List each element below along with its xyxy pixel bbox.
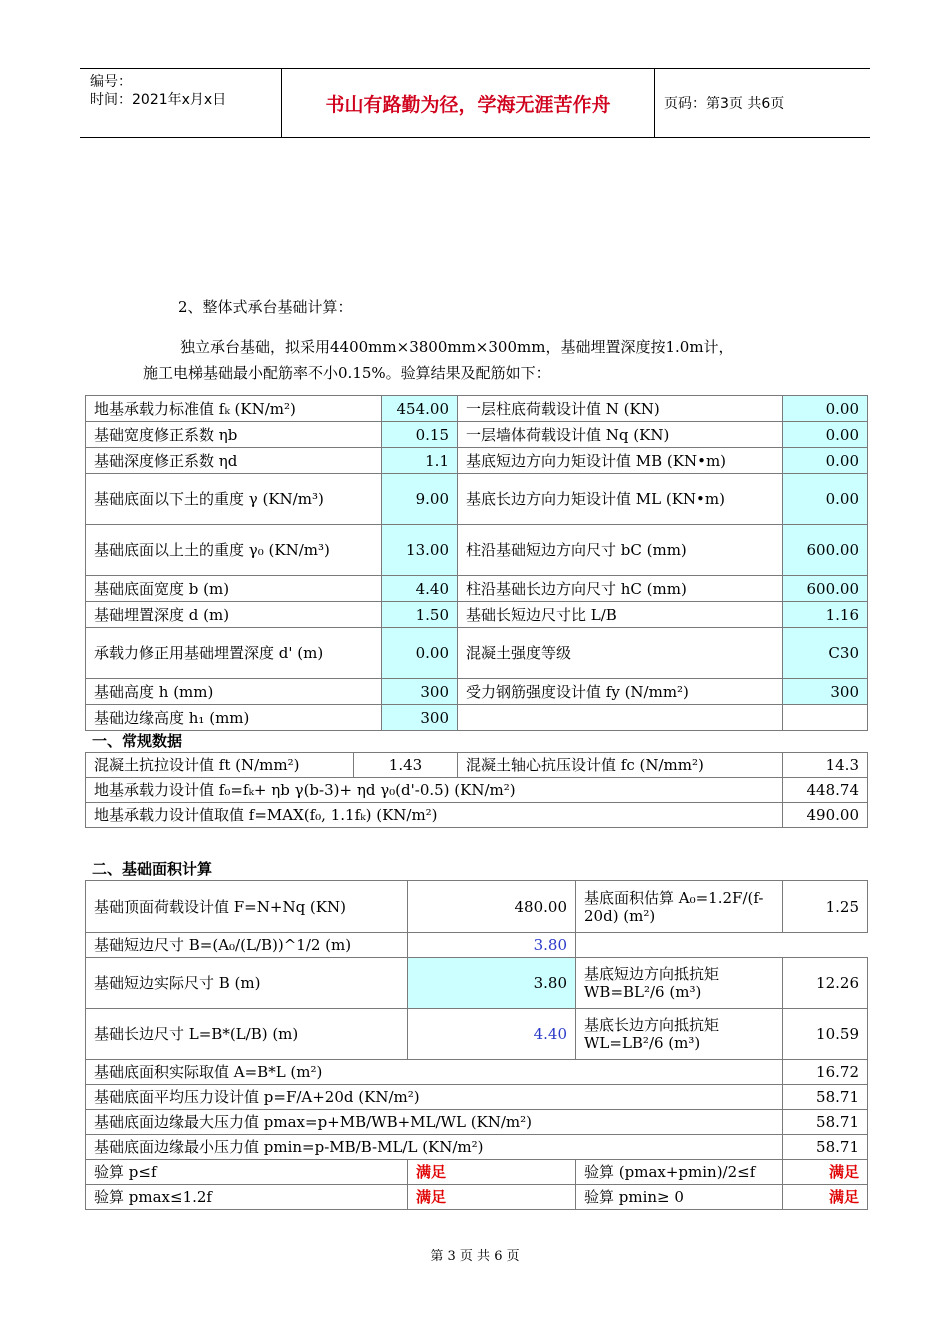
- param-value: C30: [783, 628, 868, 679]
- section-title-area: 二、基础面积计算: [92, 860, 213, 878]
- f-value: 490.00: [783, 803, 868, 828]
- param-label: 基础深度修正系数 ηd: [86, 448, 382, 474]
- L-value: 4.40: [408, 1009, 576, 1060]
- table-row: [86, 396, 868, 422]
- intro-line-1: 独立承台基础，拟采用4400mm×3800mm×300mm，基础埋置深度按1.0m计，: [180, 338, 734, 356]
- WB-value: 12.26: [783, 958, 868, 1009]
- p-value: 58.71: [783, 1085, 868, 1110]
- B-real-value: 3.80: [408, 958, 576, 1009]
- table-row: [86, 1009, 868, 1060]
- fc-label: 混凝土轴心抗压设计值 fc (N/mm²): [458, 753, 783, 778]
- header-motto: 书山有路勤为径，学海无涯苦作舟: [282, 69, 655, 137]
- B-real-label: 基础短边实际尺寸 B (m): [86, 958, 408, 1009]
- L-label: 基础长边尺寸 L=B*(L/B) (m): [86, 1009, 408, 1060]
- param-value: 300: [382, 705, 458, 731]
- table-row: [86, 1185, 868, 1210]
- param-label: 基础长短边尺寸比 L/B: [458, 602, 783, 628]
- check3-label: 验算 pmax≤1.2f: [86, 1185, 408, 1210]
- table-row: [86, 679, 868, 705]
- general-data-table: [85, 752, 868, 828]
- param-label: 混凝土强度等级: [458, 628, 783, 679]
- check2-status: 满足: [783, 1160, 868, 1185]
- table-row: [86, 1085, 868, 1110]
- pmax-value: 58.71: [783, 1110, 868, 1135]
- table-row: [86, 753, 868, 778]
- A0-value: 1.25: [783, 881, 868, 933]
- check1-status: 满足: [408, 1160, 576, 1185]
- f0-label: 地基承载力设计值 f₀=fₖ+ ηb γ(b-3)+ ηd γ₀(d'-0.5) (KN/m²): [86, 778, 783, 803]
- param-value: 300: [783, 679, 868, 705]
- param-value: 0.15: [382, 422, 458, 448]
- A-label: 基础底面积实际取值 A=B*L (m²): [86, 1060, 783, 1085]
- param-label: 柱沿基础短边方向尺寸 bC (mm): [458, 525, 783, 576]
- check3-status: 满足: [408, 1185, 576, 1210]
- table-row: [86, 778, 868, 803]
- param-label: 基础底面宽度 b (m): [86, 576, 382, 602]
- pmax-label: 基础底面边缘最大压力值 pmax=p+MB/WB+ML/WL (KN/m²): [86, 1110, 783, 1135]
- table-row: [86, 705, 868, 731]
- B-calc-label: 基础短边尺寸 B=(A₀/(L/B))^1/2 (m): [86, 933, 408, 958]
- ft-value: 1.43: [354, 753, 458, 778]
- param-label: [458, 705, 783, 731]
- param-value: 1.1: [382, 448, 458, 474]
- param-value: 13.00: [382, 525, 458, 576]
- table-row: [86, 803, 868, 828]
- pmin-label: 基础底面边缘最小压力值 pmin=p-MB/B-ML/L (KN/m²): [86, 1135, 783, 1160]
- param-value: 4.40: [382, 576, 458, 602]
- param-label: 一层墙体荷载设计值 Nq (KN): [458, 422, 783, 448]
- param-value: 0.00: [783, 422, 868, 448]
- param-label: 基础高度 h (mm): [86, 679, 382, 705]
- table-row: [86, 628, 868, 679]
- WL-label: 基底长边方向抵抗矩 WL=LB²/6 (m³): [576, 1009, 783, 1060]
- param-label: 基础埋置深度 d (m): [86, 602, 382, 628]
- B-calc-value: 3.80: [408, 933, 576, 958]
- param-label: 一层柱底荷载设计值 N (KN): [458, 396, 783, 422]
- table-row: [86, 576, 868, 602]
- intro-line-2: 施工电梯基础最小配筋率不小0.15%。验算结果及配筋如下：: [143, 364, 551, 382]
- table-row: [86, 422, 868, 448]
- table-row: [86, 881, 868, 933]
- param-value: 454.00: [382, 396, 458, 422]
- table-row: [86, 525, 868, 576]
- param-label: 基底短边方向力矩设计值 MB (KN•m): [458, 448, 783, 474]
- fc-value: 14.3: [783, 753, 868, 778]
- table-row: [86, 1110, 868, 1135]
- param-value: 600.00: [783, 576, 868, 602]
- table-row: [86, 1160, 868, 1185]
- param-value: 0.00: [783, 474, 868, 525]
- A-value: 16.72: [783, 1060, 868, 1085]
- param-value: 600.00: [783, 525, 868, 576]
- WB-label: 基底短边方向抵抗矩 WB=BL²/6 (m³): [576, 958, 783, 1009]
- param-label: 基础底面以上土的重度 γ₀ (KN/m³): [86, 525, 382, 576]
- table-row: [86, 1060, 868, 1085]
- param-value: [783, 705, 868, 731]
- param-value: 1.50: [382, 602, 458, 628]
- check4-label: 验算 pmin≥ 0: [576, 1185, 783, 1210]
- check2-label: 验算 (pmax+pmin)/2≤f: [576, 1160, 783, 1185]
- param-value: 1.16: [783, 602, 868, 628]
- param-label: 承载力修正用基础埋置深度 d' (m): [86, 628, 382, 679]
- param-label: 基础底面以下土的重度 γ (KN/m³): [86, 474, 382, 525]
- param-label: 基础宽度修正系数 ηb: [86, 422, 382, 448]
- f-label: 地基承载力设计值取值 f=MAX(f₀, 1.1fₖ) (KN/m²): [86, 803, 783, 828]
- section-title-general: 一、常规数据: [92, 732, 183, 750]
- param-value: 0.00: [382, 628, 458, 679]
- header-page-number: 页码：第3页 共6页: [664, 96, 785, 112]
- table-row: [86, 602, 868, 628]
- pmin-value: 58.71: [783, 1135, 868, 1160]
- param-label: 受力钢筋强度设计值 fy (N/mm²): [458, 679, 783, 705]
- param-value: 0.00: [783, 448, 868, 474]
- page-footer: 第 3 页 共 6 页: [430, 1249, 520, 1264]
- A0-label: 基底面积估算 A₀=1.2F/(f-20d) (m²): [576, 881, 783, 933]
- param-label: 柱沿基础长边方向尺寸 hC (mm): [458, 576, 783, 602]
- table-row: [86, 474, 868, 525]
- doc-time-label: 时间：2021年x月x日: [90, 92, 227, 108]
- input-params-table: [85, 395, 868, 731]
- page-header: [80, 68, 870, 138]
- param-value: 9.00: [382, 474, 458, 525]
- area-calc-table: [85, 880, 868, 1210]
- section-heading: 2、整体式承台基础计算：: [178, 298, 353, 316]
- check1-label: 验算 p≤f: [86, 1160, 408, 1185]
- empty-cell: [576, 933, 868, 958]
- F-value: 480.00: [408, 881, 576, 933]
- header-meta: [80, 69, 282, 137]
- param-label: 基底长边方向力矩设计值 ML (KN•m): [458, 474, 783, 525]
- check4-status: 满足: [783, 1185, 868, 1210]
- WL-value: 10.59: [783, 1009, 868, 1060]
- param-value: 300: [382, 679, 458, 705]
- param-value: 0.00: [783, 396, 868, 422]
- f0-value: 448.74: [783, 778, 868, 803]
- doc-number-label: 编号：: [90, 74, 132, 90]
- F-label: 基础顶面荷载设计值 F=N+Nq (KN): [86, 881, 408, 933]
- table-row: [86, 448, 868, 474]
- param-label: 地基承载力标准值 fₖ (KN/m²): [86, 396, 382, 422]
- p-label: 基础底面平均压力设计值 p=F/A+20d (KN/m²): [86, 1085, 783, 1110]
- param-label: 基础边缘高度 h₁ (mm): [86, 705, 382, 731]
- table-row: [86, 958, 868, 1009]
- table-row: [86, 933, 868, 958]
- table-row: [86, 1135, 868, 1160]
- ft-label: 混凝土抗拉设计值 ft (N/mm²): [86, 753, 354, 778]
